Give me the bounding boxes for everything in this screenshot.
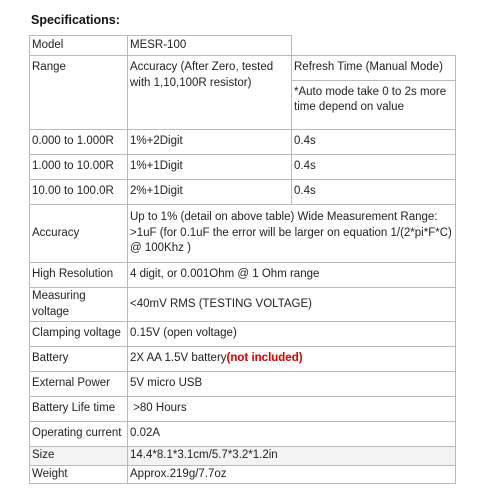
specifications-table [29, 35, 456, 484]
row-resolution [30, 263, 456, 288]
range-2-span: 1.000 to 10.00R [30, 155, 128, 180]
resolution-label: High Resolution [30, 263, 128, 288]
size-label: Size [30, 447, 128, 466]
model-value: MESR-100 [128, 36, 292, 56]
range-label: Range [30, 56, 128, 130]
row-model [30, 36, 456, 56]
row-battery [30, 347, 456, 372]
battery-value-cell [128, 347, 456, 372]
model-label: Model [30, 36, 128, 56]
row-external-power [30, 372, 456, 397]
row-accuracy [30, 205, 456, 263]
clamping-voltage-label: Clamping voltage [30, 322, 128, 347]
battery-label: Battery [30, 347, 128, 372]
battery-life-value: >80 Hours [128, 397, 456, 422]
range-1-time: 0.4s [292, 130, 456, 155]
row-range-2 [30, 155, 456, 180]
row-weight [30, 465, 456, 484]
battery-value: 2X AA 1.5V battery [130, 352, 227, 365]
resolution-value: 4 digit, or 0.001Ohm @ 1 Ohm range [128, 263, 456, 288]
range-1-accuracy: 1%+2Digit [128, 130, 292, 155]
range-2-time: 0.4s [292, 155, 456, 180]
battery-life-label: Battery Life time [30, 397, 128, 422]
range-accuracy-header: Accuracy (After Zero, tested with 1,10,100R resistor) [128, 56, 292, 130]
specifications-heading: Specifications: [31, 13, 120, 27]
range-1-span: 0.000 to 1.000R [30, 130, 128, 155]
refresh-time-cell [292, 56, 456, 130]
row-clamping-voltage [30, 322, 456, 347]
row-battery-life [30, 397, 456, 422]
range-3-span: 10.00 to 100.0R [30, 180, 128, 205]
accuracy-label: Accuracy [30, 205, 128, 263]
row-operating-current [30, 422, 456, 447]
row-range-1 [30, 130, 456, 155]
size-value: 14.4*8.1*3.1cm/5.7*3.2*1.2in [128, 447, 456, 466]
row-range-3 [30, 180, 456, 205]
range-3-time: 0.4s [292, 180, 456, 205]
range-2-accuracy: 1%+1Digit [128, 155, 292, 180]
measuring-voltage-label: Measuring voltage [30, 288, 128, 322]
refresh-time-header: Refresh Time (Manual Mode) [294, 61, 443, 73]
measuring-voltage-value: <40mV RMS (TESTING VOLTAGE) [128, 288, 456, 322]
auto-mode-note: *Auto mode take 0 to 2s more time depend on value [292, 80, 455, 116]
weight-label: Weight [30, 465, 128, 484]
accuracy-value: Up to 1% (detail on above table) Wide Measurement Range: >1uF (for 0.1uF the error will be larger on equation 1/(2*pi*F*C) @ 100Khz ) [128, 205, 456, 263]
external-power-label: External Power [30, 372, 128, 397]
row-range-header [30, 56, 456, 130]
operating-current-value: 0.02A [128, 422, 456, 447]
range-3-accuracy: 2%+1Digit [128, 180, 292, 205]
external-power-value: 5V micro USB [128, 372, 456, 397]
operating-current-label: Operating current [30, 422, 128, 447]
row-size [30, 447, 456, 466]
empty-cell [292, 36, 456, 56]
row-measuring-voltage [30, 288, 456, 322]
battery-not-included-note: (not included) [226, 352, 303, 365]
weight-value: Approx.219g/7.7oz [128, 465, 456, 484]
clamping-voltage-value: 0.15V (open voltage) [128, 322, 456, 347]
